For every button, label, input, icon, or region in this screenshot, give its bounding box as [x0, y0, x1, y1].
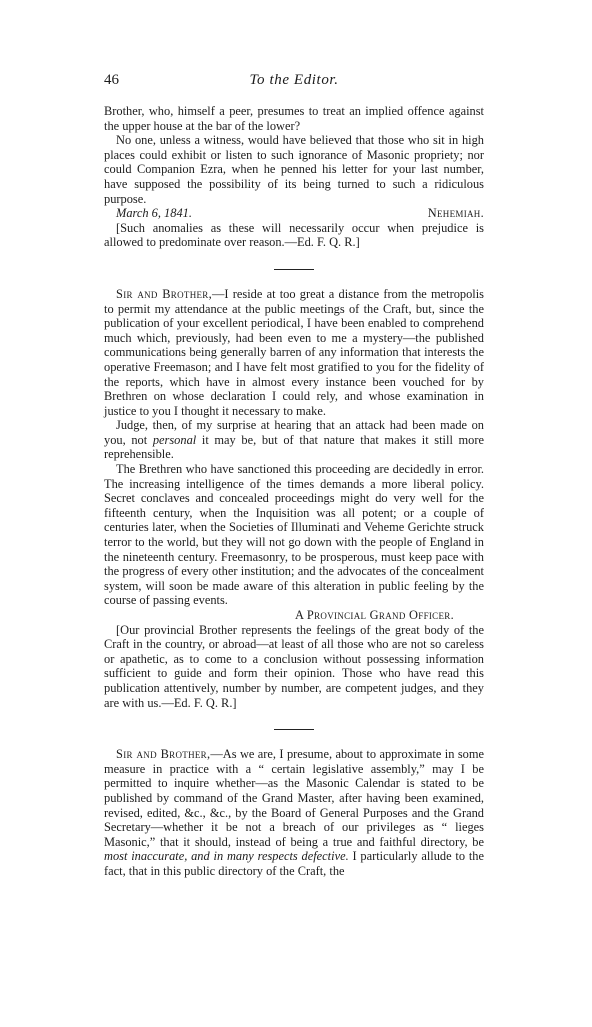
- letter2-p1-text: —I reside at too great a distance from the metropolis to permit my attendance at the public meetings of the Craft, but, since the publication of your excellent periodical, I have been enabled to comprehend much which, previously, had been even to me a mystery—the published communications being generally barren of any information that interests the operative Freemason; and I have felt most gratified to you for the fidelity of the reports, which have in almost every instance been vouched for by Brethren on whose declaration I could rely, and whose examination in justice to you I thought it necessary to make.: [104, 286, 485, 418]
- letter1-signature: Nehemiah.: [427, 206, 484, 221]
- letter1-continuation: Brother, who, himself a peer, presumes to treat an implied offence against the upper house at the bar of the lower?: [104, 104, 484, 133]
- letter2-salutation: Sir and Brother,: [116, 286, 213, 301]
- letter1-editor-note: [Such anomalies as these will necessarily occur when prejudice is allowed to predominate over reason.—Ed. F. Q. R.]: [104, 220, 484, 250]
- letter3-paragraph-1: [104, 747, 484, 878]
- letter3-p1-end: I particularly allude to the fact, that in this public directory of the Craft, the: [104, 849, 484, 878]
- letter1-date: March 6, 1841.: [116, 206, 192, 221]
- letter1-dateline: [104, 206, 484, 221]
- section-divider: [274, 269, 314, 270]
- page-number: 46: [104, 72, 119, 88]
- page-header: [104, 72, 484, 92]
- letter2-signature: A Provincial Grand Officer.: [294, 608, 454, 622]
- letter1-paragraph: No one, unless a witness, would have believed that those who sit in high places could exhibit or listen to such ignorance of Masonic propriety; nor could Companion Ezra, when he penned his letter for your last number, have supposed the possibility of its being turned to such a ridiculous purpose.: [104, 133, 484, 206]
- letter3-salutation: Sir and Brother,: [116, 747, 211, 762]
- letter2-p2-start: Judge, then, of my surprise at hearing that an attack had been made on you, not: [104, 418, 484, 447]
- running-title: To the Editor.: [249, 72, 339, 88]
- letter2-paragraph-2: [104, 418, 484, 462]
- letter2-p2-italic: personal: [152, 432, 197, 447]
- body-text: [104, 104, 484, 879]
- letter2-paragraph-3: The Brethren who have sanctioned this proceeding are decidedly in error. The increasing intelligence of the times demands a more liberal policy. Secret conclaves and concealed proceedings might do very well for the fifteenth century, when the Inquisition was all potent; or a couple of centuries later, when the Societies of Illuminati and Veheme Gerichte struck terror to the world, but they will not go down with the people of England in the nineteenth century. Freemasonry, to be prosperous, must keep pace with the progress of every other institution; and the advocates of the concealment system, will soon be made aware of this alteration in public feeling by the course of passing events.: [104, 462, 484, 608]
- section-divider: [274, 729, 314, 730]
- letter2-p2-end: it may be, but of that nature that makes it still more reprehensible.: [104, 432, 485, 462]
- letter3-p1-start: —As we are, I presume, about to approximate in some measure in practice with a “ certain legislative assembly,” may I be permitted to inquire whether—as the Masonic Calendar is stated to be published by command of the Grand Master, after having been examined, revised, edited, &c., &c., by the Board of General Purposes and the Grand Secretary—whether it be not a breach of our privileges as “ lieges Masonic,” that it should, instead of being a true and faithful directory, be: [104, 747, 484, 849]
- letter2-paragraph-1: [104, 287, 484, 418]
- letter3-p1-italic: most inaccurate, and in many respects defective.: [104, 849, 349, 864]
- letter2-editor-note: [Our provincial Brother represents the feelings of the great body of the Craft in the country, or abroad—at least of all those who are not so careless or apathetic, as to come to a conclusion without possessing information sufficient to guide and form their opinion. Those who have read this publication attentively, number by number, are competent judges, and they are with us.—Ed. F. Q. R.]: [104, 622, 484, 710]
